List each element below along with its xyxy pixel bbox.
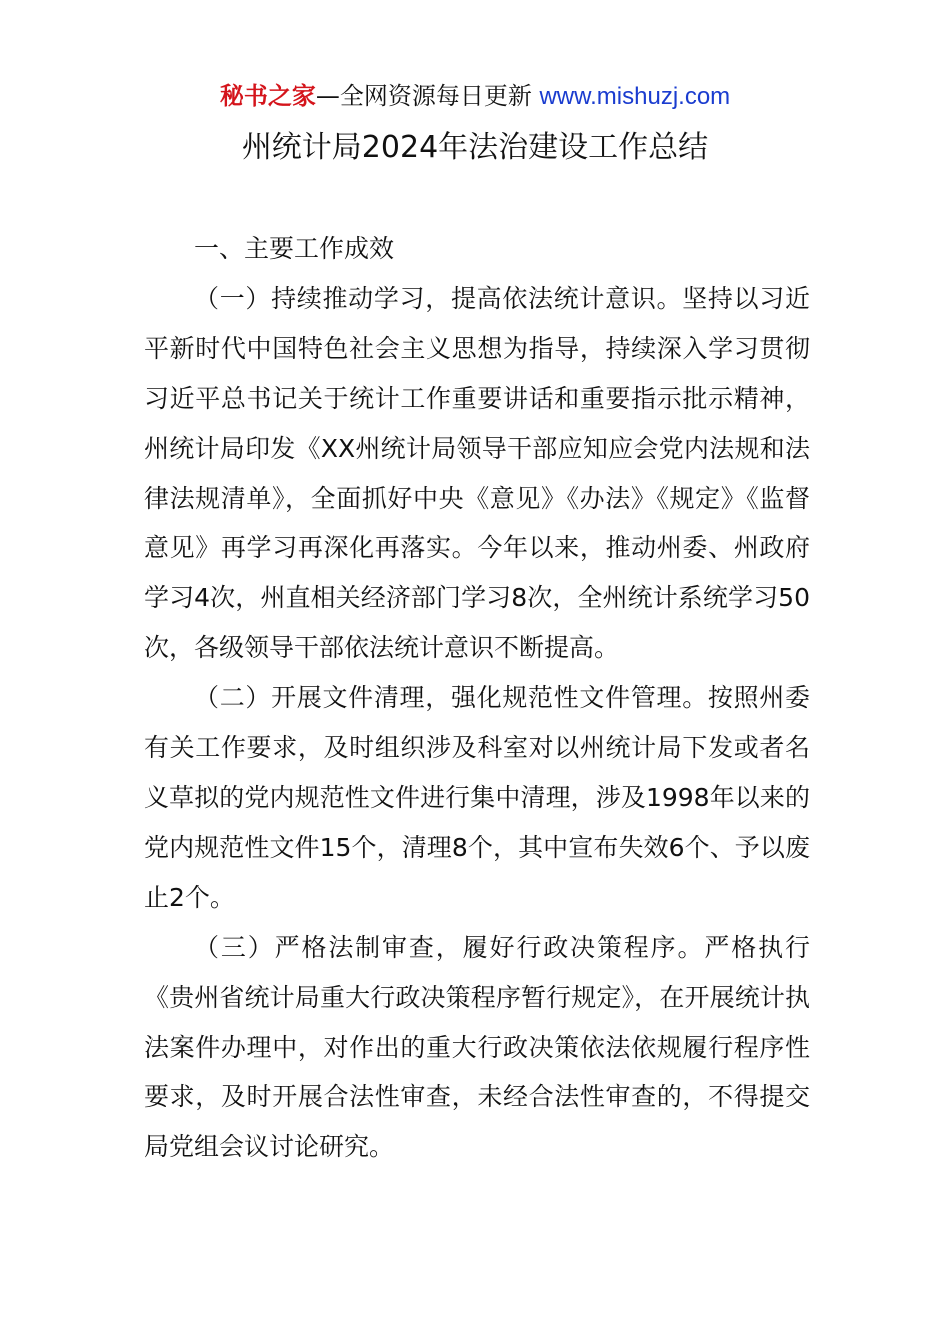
document-body bbox=[144, 224, 810, 1172]
section-heading: 一、主要工作成效 bbox=[194, 234, 395, 263]
paragraph-1: （一）持续推动学习，提高依法统计意识。坚持以习近平新时代中国特色社会主义思想为指导，持续深入学习贯彻习近平总书记关于统计工作重要讲话和重要指示批示精神，州统计局印发《XX州统计局领导干部应知应会党内法规和法律法规清单》，全面抓好中央《意见》《办法》《规定》《监督意见》再学习再深化再落实。今年以来，推动州委、州政府学习4次，州直相关经济部门学习8次，全州统计系统学习50次，各级领导干部依法统计意识不断提高。 bbox=[144, 283, 810, 663]
paragraph-2: （二）开展文件清理，强化规范性文件管理。按照州委有关工作要求，及时组织涉及科室对以州统计局下发或者名义草拟的党内规范性文件进行集中清理，涉及1998年以来的党内规范性文件15个，清理8个，其中宣布失效6个、予以废止2个。 bbox=[144, 683, 810, 912]
banner-brand: 秘书之家 bbox=[219, 82, 316, 110]
paragraph-3: （三）严格法制审查，履好行政决策程序。严格执行《贵州省统计局重大行政决策程序暂行规定》，在开展统计执法案件办理中，对作出的重大行政决策依法依规履行程序性要求，及时开展合法性审查，未经合法性审查的，不得提交局党组会议讨论研究。 bbox=[144, 932, 810, 1162]
document-title: 州统计局2024年法治建设工作总结 bbox=[241, 130, 709, 165]
banner-url-link[interactable]: www.mishuzj.com bbox=[539, 83, 731, 110]
site-banner bbox=[0, 80, 950, 113]
banner-tagline: —全网资源每日更新 bbox=[315, 82, 540, 110]
